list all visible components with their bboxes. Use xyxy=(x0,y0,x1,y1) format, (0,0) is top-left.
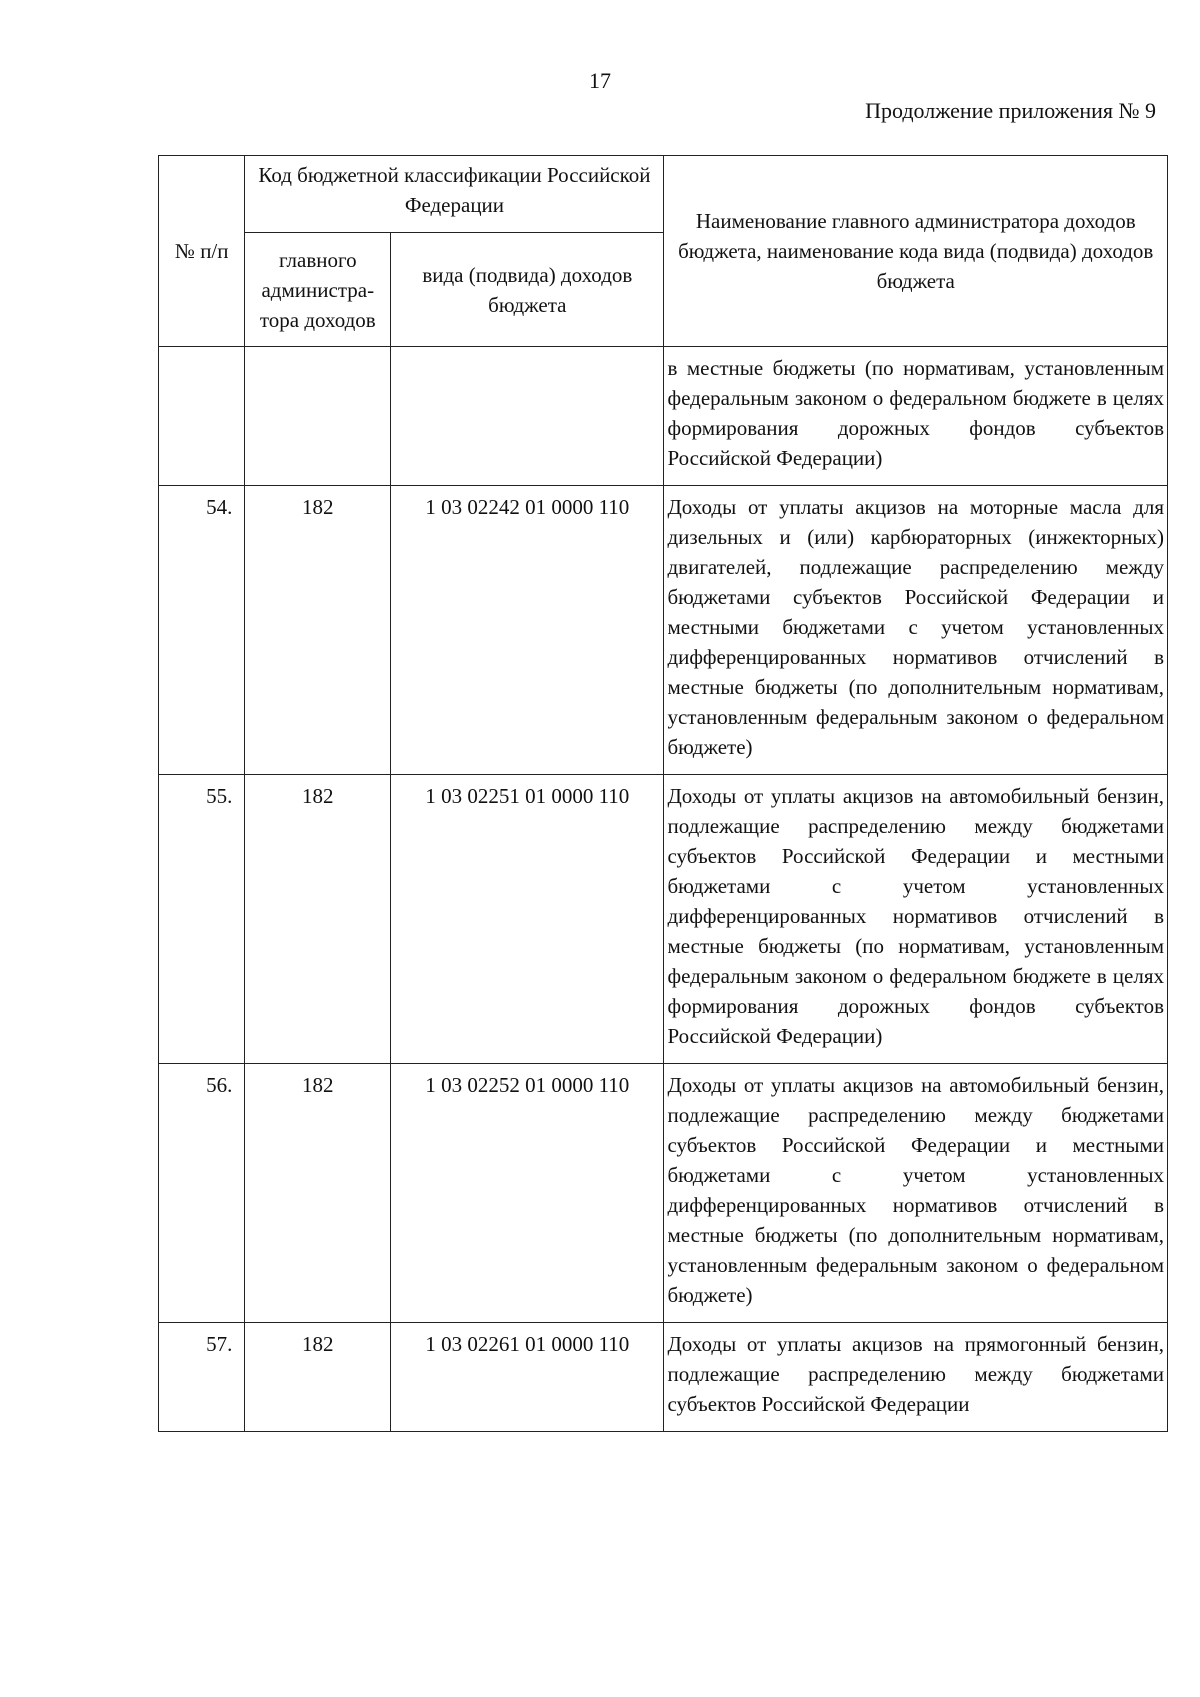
admin-code: 182 xyxy=(245,1323,391,1432)
table-row xyxy=(159,775,1168,1064)
header-admin-code: главного администра-тора доходов xyxy=(245,233,391,347)
header-administrator-name: Наименование главного администратора доходов бюджета, наименование кода вида (подвида) доходов бюджета xyxy=(664,156,1168,347)
header-classification-code: Код бюджетной классификации Российской Федерации xyxy=(245,156,664,233)
admin-code: 182 xyxy=(245,486,391,775)
header-income-type-code: вида (подвида) доходов бюджета xyxy=(391,233,664,347)
income-code xyxy=(391,347,664,486)
admin-code: 182 xyxy=(245,1064,391,1323)
table-row xyxy=(159,1064,1168,1323)
income-code: 1 03 02261 01 0000 110 xyxy=(391,1323,664,1432)
header-row-number: № п/п xyxy=(159,156,245,347)
income-description: Доходы от уплаты акцизов на моторные масла для дизельных и (или) карбюраторных (инжекторных) двигателей, подлежащие распределению между бюджетами субъектов Российской Федерации и местными бюджетами с учетом установленных дифференцированных нормативов отчислений в местные бюджеты (по дополнительным нормативам, установленным федеральным законом о федеральном бюджете) xyxy=(664,486,1168,775)
income-code: 1 03 02242 01 0000 110 xyxy=(391,486,664,775)
admin-code: 182 xyxy=(245,775,391,1064)
row-number: 56. xyxy=(159,1064,245,1323)
table-row xyxy=(159,347,1168,486)
income-description: Доходы от уплаты акцизов на прямогонный бензин, подлежащие распределению между бюджетами субъектов Российской Федерации xyxy=(664,1323,1168,1432)
row-number: 57. xyxy=(159,1323,245,1432)
income-code: 1 03 02252 01 0000 110 xyxy=(391,1064,664,1323)
income-code: 1 03 02251 01 0000 110 xyxy=(391,775,664,1064)
income-description: в местные бюджеты (по нормативам, установленным федеральным законом о федеральном бюджете в целях формирования дорожных фондов субъектов Российской Федерации) xyxy=(664,347,1168,486)
admin-code xyxy=(245,347,391,486)
table-row xyxy=(159,486,1168,775)
row-number xyxy=(159,347,245,486)
page-number: 17 xyxy=(589,68,611,93)
table-row xyxy=(159,1323,1168,1432)
income-description: Доходы от уплаты акцизов на автомобильный бензин, подлежащие распределению между бюджетами субъектов Российской Федерации и местными бюджетами с учетом установленных дифференцированных нормативов отчислений в местные бюджеты (по дополнительным нормативам, установленным федеральным законом о федеральном бюджете) xyxy=(664,1064,1168,1323)
appendix-continuation-title: Продолжение приложения № 9 xyxy=(865,98,1156,123)
row-number: 54. xyxy=(159,486,245,775)
budget-classification-table xyxy=(158,155,1168,1432)
row-number: 55. xyxy=(159,775,245,1064)
income-description: Доходы от уплаты акцизов на автомобильный бензин, подлежащие распределению между бюджетами субъектов Российской Федерации и местными бюджетами с учетом установленных дифференцированных нормативов отчислений в местные бюджеты (по нормативам, установленным федеральным законом о федеральном бюджете в целях формирования дорожных фондов субъектов Российской Федерации) xyxy=(664,775,1168,1064)
